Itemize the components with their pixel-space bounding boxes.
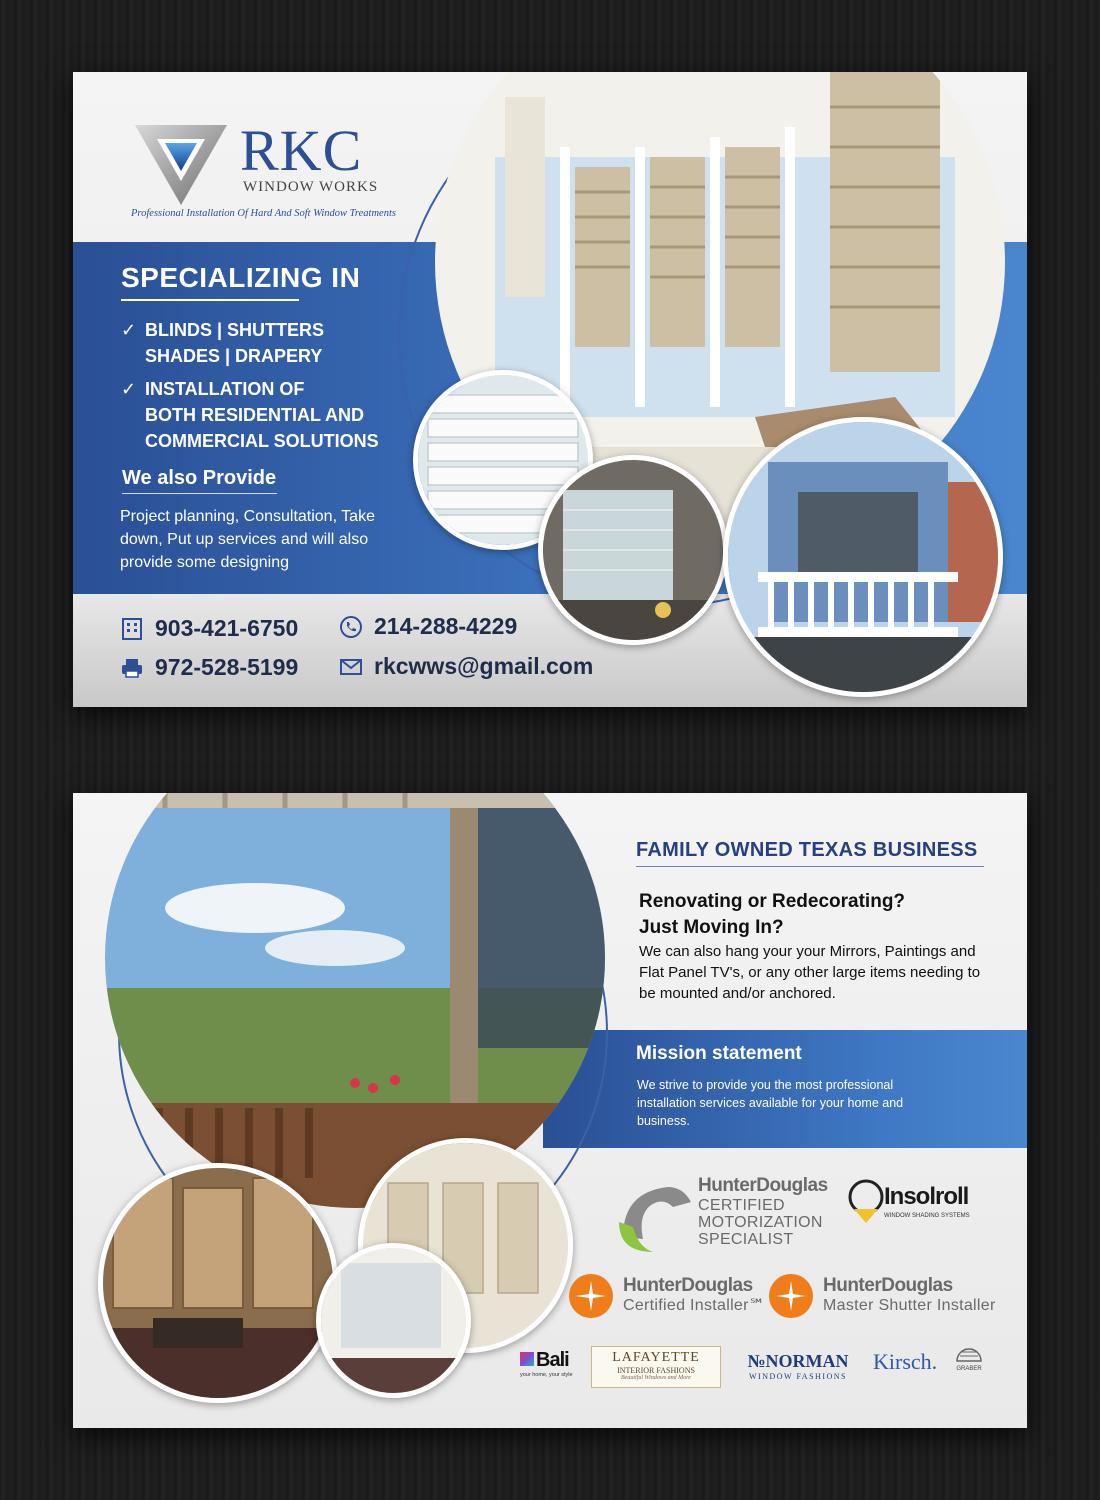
family-owned-title: FAMILY OWNED TEXAS BUSINESS — [636, 839, 978, 861]
kirsch-logo: Kirsch. — [873, 1349, 938, 1374]
email[interactable] — [338, 653, 593, 680]
hd-shutter-brand: HunterDouglas — [823, 1275, 953, 1296]
divider — [636, 866, 984, 867]
divider — [121, 299, 299, 301]
lafayette-name: LAFAYETTE — [612, 1350, 700, 1365]
back-card — [73, 793, 1027, 1428]
logo-triangle-icon — [135, 119, 227, 209]
graber-logo — [951, 1343, 987, 1372]
bullet-line: INSTALLATION OF — [145, 379, 305, 399]
hd-motor-line: SPECIALIST — [698, 1231, 794, 1248]
renovating-heading — [639, 889, 969, 941]
lafayette-logo — [591, 1346, 721, 1388]
checkmark-icon: ✓ — [121, 379, 137, 399]
bullet-line: SHADES | DRAPERY — [145, 346, 323, 366]
lafayette-tagline: Beautiful Windows and More — [621, 1375, 691, 1381]
cellular-shade-photo — [316, 1243, 471, 1398]
tagline: Professional Installation Of Hard And Soft Window Treatments — [131, 208, 396, 219]
also-provide-title: We also Provide — [122, 467, 277, 489]
insolroll-subtitle: WINDOW SHADING SYSTEMS — [884, 1213, 970, 1219]
bullet-line: COMMERCIAL SOLUTIONS — [145, 431, 379, 451]
sunroom-photo — [98, 1163, 338, 1403]
graber-icon — [955, 1343, 983, 1363]
hd-shutter-subtitle: Master Shutter Installer — [823, 1297, 996, 1314]
mission-title: Mission statement — [636, 1043, 802, 1064]
mobile-phone[interactable] — [338, 613, 517, 640]
balcony-photo — [723, 417, 1003, 697]
checkmark-icon: ✓ — [121, 320, 137, 340]
hd-motor-brand: HunterDouglas — [698, 1175, 828, 1196]
office-phone-number: 903-421-6750 — [155, 615, 299, 641]
front-card — [73, 72, 1027, 707]
printer-icon — [119, 655, 145, 681]
insolroll-logo — [846, 1179, 971, 1249]
mobile-phone-number: 214-288-4229 — [374, 613, 518, 639]
bullet-blinds — [121, 317, 324, 369]
bali-tagline: your home, your style — [520, 1372, 573, 1378]
norman-name: NORMAN — [765, 1351, 849, 1371]
hd-cert-subtitle: Certified Installer℠ — [623, 1297, 766, 1314]
building-icon — [119, 616, 145, 642]
graber-name: GRABER — [956, 1366, 982, 1372]
renovating-text: We can also hang your your Mirrors, Paintings and Flat Panel TV's, or any other large items needing to be mounted and/or anchored. — [639, 943, 981, 1002]
office-phone[interactable] — [119, 615, 298, 642]
sunroom-image — [103, 1168, 333, 1398]
hd-orange-icon — [568, 1273, 614, 1319]
bullet-line: BOTH RESIDENTIAL AND — [145, 405, 365, 425]
logo-subtitle: WINDOW WORKS — [243, 179, 379, 195]
norman-subtitle: WINDOW FASHIONS — [749, 1372, 847, 1381]
divider — [122, 493, 277, 494]
insolroll-icon — [846, 1179, 886, 1223]
logo-name: RKC — [240, 118, 363, 183]
fax[interactable] — [119, 654, 298, 681]
bali-name: Bali — [536, 1349, 569, 1371]
norman-logo: №NORMAN WINDOW FASHIONS — [733, 1351, 863, 1381]
phone-icon — [338, 614, 364, 640]
renovating-heading-line: Just Moving In? — [639, 917, 784, 938]
hd-cert-brand: HunterDouglas — [623, 1275, 753, 1296]
living-room-photo — [538, 455, 728, 645]
email-address: rkcwws@gmail.com — [374, 653, 594, 679]
fax-number: 972-528-5199 — [155, 654, 299, 680]
renovating-heading-line: Renovating or Redecorating? — [639, 891, 906, 912]
hd-swoosh-icon — [613, 1177, 693, 1257]
lafayette-subtitle: INTERIOR FASHIONS — [617, 1366, 695, 1375]
living-room-image — [543, 460, 723, 640]
bullet-installation — [121, 376, 379, 454]
specializing-title: SPECIALIZING IN — [121, 262, 361, 293]
hd-orange-icon — [768, 1273, 814, 1319]
cellular-shade-image — [321, 1248, 466, 1393]
also-provide-text: Project planning, Consultation, Take down, Put up services and will also provide some designing — [120, 508, 375, 571]
bali-logo — [520, 1349, 586, 1378]
hd-motor-line: CERTIFIED — [698, 1197, 785, 1214]
mission-text: We strive to provide you the most professional installation services available for your home and business. — [637, 1078, 904, 1128]
hd-motor-line: MOTORIZATION — [698, 1214, 823, 1231]
insolroll-name: Insolroll — [884, 1183, 969, 1210]
bullet-line: BLINDS | SHUTTERS — [145, 320, 325, 340]
balcony-image — [728, 422, 998, 692]
mail-icon — [338, 654, 364, 680]
